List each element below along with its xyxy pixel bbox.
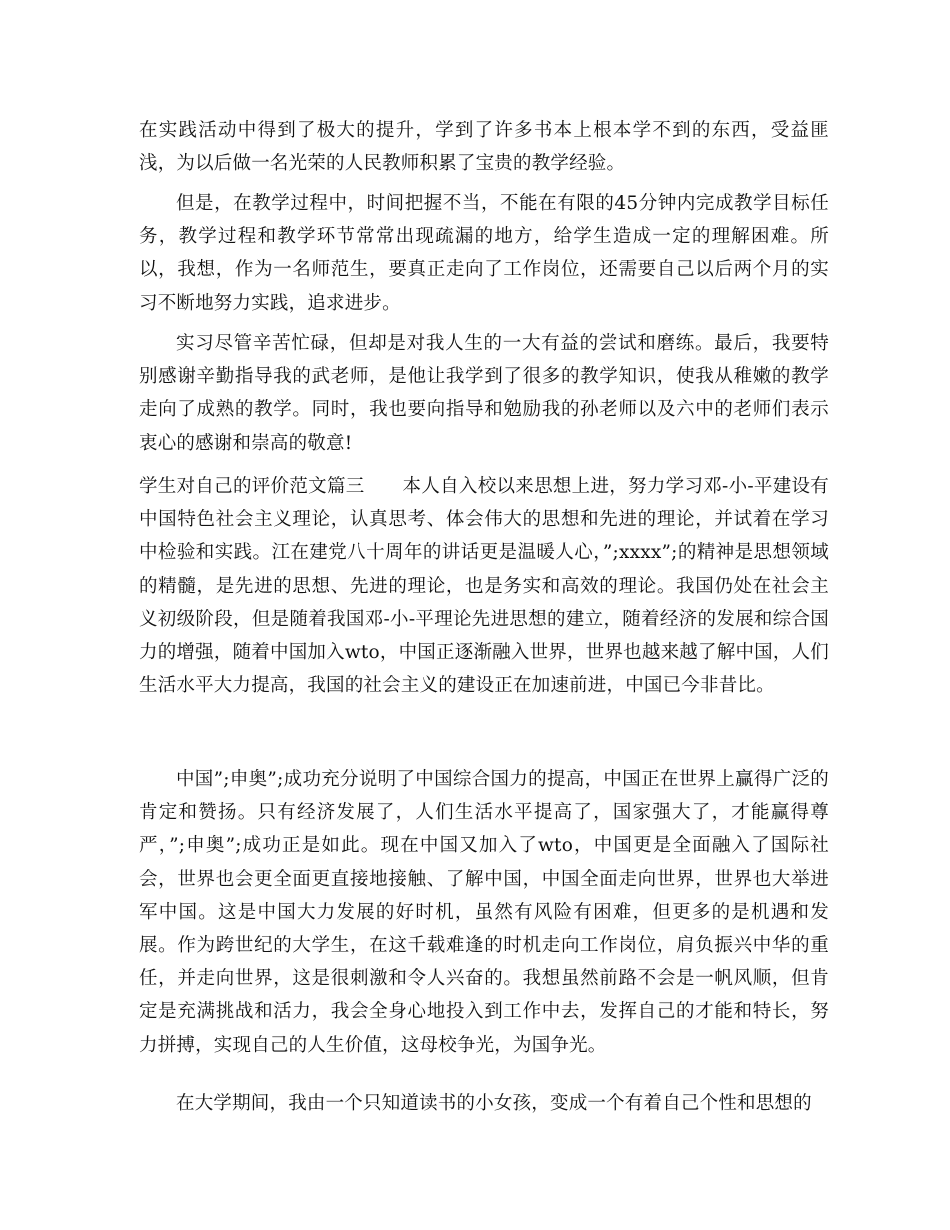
paragraph-6 — [139, 1087, 829, 1120]
paragraph-6-text: 在大学期间，我由一个只知道读书的小女孩，变成一个有着自己个性和思想的 — [176, 1093, 812, 1114]
section-heading: 学生对自己的评价范文篇三 — [139, 476, 365, 497]
paragraph-3 — [139, 327, 829, 460]
paragraph-1-text: 在实践活动中得到了极大的提升，学到了许多书本上根本学不到的东西，受益匪浅，为以后做一名光荣的人民教师积累了宝贵的教学经验。 — [139, 120, 829, 175]
paragraph-5 — [139, 763, 829, 1062]
paragraph-3-text: 实习尽管辛苦忙碌，但却是对我人生的一大有益的尝试和磨练。最后，我要特别感谢辛勤指导我的武老师，是他让我学到了很多的教学知识，使我从稚嫩的教学走向了成熟的教学。同时，我也要向指导和勉励我的孙老师以及六中的老师们表示衷心的感谢和崇高的敬意! — [139, 333, 829, 454]
paragraph-5-text: 中国”;申奥”;成功充分说明了中国综合国力的提高，中国正在世界上赢得广泛的肯定和赞扬。只有经济发展了，人们生活水平提高了，国家强大了，才能赢得尊严，”;申奥”;成功正是如此。现在中国又加入了wto，中国更是全面融入了国际社会，世界也会更全面更直接地接触、了解中国，中国全面走向世界，世界也大举进军中国。这是中国大力发展的好时机，虽然有风险有困难，但更多的是机遇和发展。作为跨世纪的大学生，在这千载难逢的时机走向工作岗位，肩负振兴中华的重任，并走向世界，这是很刺激和令人兴奋的。我想虽然前路不会是一帆风顺，但肯定是充满挑战和活力，我会全身心地投入到工作中去，发挥自己的才能和特长，努力拼搏，实现自己的人生价值，这母校争光，为国争光。 — [139, 769, 829, 1056]
paragraph-2 — [139, 187, 829, 320]
paragraph-2-text: 但是，在教学过程中，时间把握不当，不能在有限的45分钟内完成教学目标任务，教学过程和教学环节常常出现疏漏的地方，给学生造成一定的理解困难。所以，我想，作为一名师范生，要真正走向了工作岗位，还需要自己以后两个月的实习不断地努力实践，追求进步。 — [139, 193, 829, 314]
paragraph-4-text: 本人自入校以来思想上进，努力学习邓-小-平建设有中国特色社会主义理论，认真思考、体会伟大的思想和先进的理论，并试着在学习中检验和实践。江在建党八十周年的讲话更是温暖人心，”;xxxx”;的精神是思想领域的精髓，是先进的思想、先进的理论，也是务实和高效的理论。我国仍处在社会主义初级阶段，但是随着我国邓-小-平理论先进思想的建立，随着经济的发展和综合国力的增强，随着中国加入wto，中国正逐渐融入世界，世界也越来越了解中国，人们生活水平大力提高，我国的社会主义的建设正在加速前进，中国已今非昔比。 — [139, 476, 829, 697]
paragraph-1 — [139, 114, 829, 180]
section-three — [139, 470, 829, 702]
